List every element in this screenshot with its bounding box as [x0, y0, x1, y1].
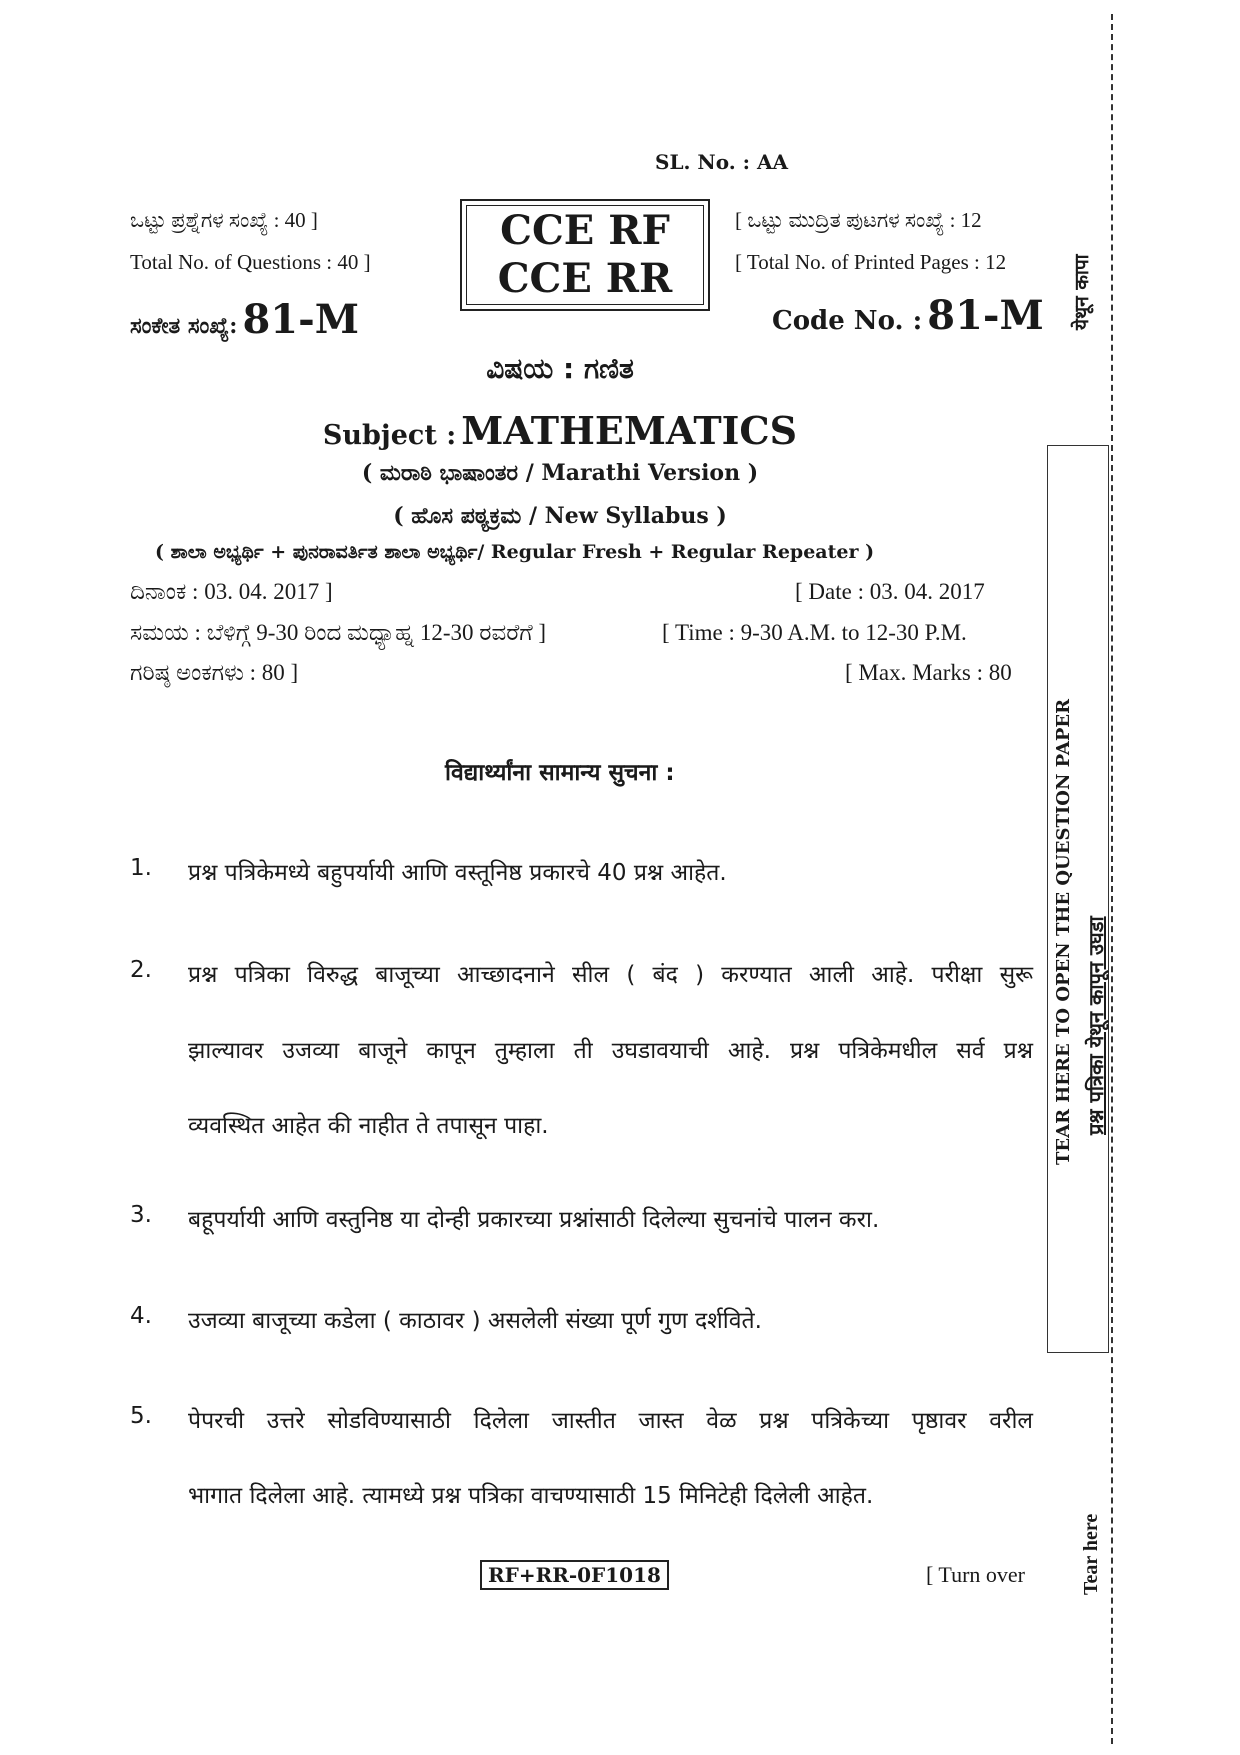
code-label-kn: ಸಂಕೇತ ಸಂಖ್ಯೆ: [130, 313, 238, 339]
date-en: [ Date : 03. 04. 2017 [795, 579, 985, 604]
instruction-text: बहूपर्यायी आणि वस्तुनिष्ठ या दोन्ही प्रकारच्या प्रश्नांसाठी दिलेल्या सुचनांचे पालन करा. [188, 1207, 880, 1233]
syllabus-line: ( ಹೊಸ ಪಠ್ಯಕ್ರಮ / New Syllabus ) [393, 503, 727, 529]
instruction-text: उजव्या बाजूच्या कडेला ( काठावर ) असलेली संख्या पूर्ण गुण दर्शविते. [188, 1308, 762, 1334]
paper-code: RF+RR-0F1018 [480, 1560, 669, 1590]
total-questions-kn: ಒಟ್ಟು ಪ್ರಶ್ನೆಗಳ ಸಂಖ್ಯೆ : 40 ] [130, 208, 318, 232]
instruction-number: 4. [130, 1303, 152, 1329]
exam-type-line-1: CCE RF [500, 207, 670, 254]
exam-type-line-2: CCE RR [497, 255, 673, 302]
tear-here-label: Tear here [1080, 1513, 1102, 1595]
code-label-en: Code No. : [772, 306, 923, 336]
time-kn: ಸಮಯ : ಬೆಳಿಗ್ಗೆ 9-30 ರಿಂದ ಮಧ್ಯಾಹ್ನ 12-30 ರವರೆಗೆ ] [130, 620, 547, 645]
instruction-text: व्यवस्थित आहेत की नाहीत ते तपासून पाहा. [188, 1113, 549, 1139]
instruction-text: प्रश्न पत्रिकेमध्ये बहुपर्यायी आणि वस्तूनिष्ठ प्रकारचे 40 प्रश्न आहेत. [188, 860, 727, 886]
total-questions-en: Total No. of Questions : 40 ] [130, 250, 371, 274]
exam-type-box [460, 199, 710, 311]
subject-kn: ವಿಷಯ : ಗಣಿತ [486, 352, 634, 385]
subject-label: Subject : [322, 420, 457, 451]
code-value-left: 81-M [242, 296, 359, 343]
tear-dashed-line [1111, 14, 1113, 1744]
total-pages-kn: [ ಒಟ್ಟು ಮುದ್ರಿತ ಪುಟಗಳ ಸಂಖ್ಯೆ : 12 [735, 208, 982, 232]
instruction-number: 5. [130, 1403, 152, 1429]
instruction-text: झाल्यावर उजव्या बाजूने कापून तुम्हाला ती उघडावयाची आहे. प्रश्न पत्रिकेमधील सर्व प्रश्न [188, 1038, 1033, 1064]
instruction-number: 2. [130, 957, 152, 983]
subject-en [120, 408, 1000, 453]
total-pages-en: [ Total No. of Printed Pages : 12 [735, 250, 1007, 274]
subject-value: MATHEMATICS [461, 408, 798, 453]
marks-en: [ Max. Marks : 80 [845, 660, 1012, 685]
code-right [772, 292, 1044, 339]
instruction-number: 3. [130, 1202, 152, 1228]
candidate-line: ( ಶಾಲಾ ಅಭ್ಯರ್ಥಿ + ಪುನರಾವರ್ತಿತ ಶಾಲಾ ಅಭ್ಯರ್ಥಿ/ Regular Fresh + Regular Repeater ) [155, 541, 875, 563]
cut-here-label: येथून कापा [1071, 254, 1093, 330]
instruction-text: प्रश्न पत्रिका विरुद्ध बाजूच्या आच्छादनाने सील ( बंद ) करण्यात आली आहे. परीक्षा सुरू [188, 962, 1033, 988]
serial-number: SL. No. : AA [655, 150, 789, 174]
date-kn: ದಿನಾಂಕ : 03. 04. 2017 ] [130, 579, 333, 604]
instruction-text: पेपरची उत्तरे सोडविण्यासाठी दिलेला जास्तीत जास्त वेळ प्रश्न पत्रिकेच्या पृष्ठावर वरील [188, 1408, 1033, 1434]
marks-kn: ಗರಿಷ್ಠ ಅಂಕಗಳು : 80 ] [130, 660, 299, 685]
tear-here-en: TEAR HERE TO OPEN THE QUESTION PAPER [1053, 698, 1074, 1165]
tear-here-mr: प्रश्न पत्रिका येथून कापून उघडा [1084, 916, 1108, 1135]
instructions-heading: विद्यार्थ्यांना सामान्य सुचना : [445, 760, 675, 786]
time-en: [ Time : 9-30 A.M. to 12-30 P.M. [662, 620, 967, 645]
version-line: ( ಮರಾಠಿ ಭಾಷಾಂತರ / Marathi Version ) [361, 460, 759, 486]
code-left [130, 296, 359, 343]
code-value-right: 81-M [927, 292, 1044, 339]
turn-over: [ Turn over [926, 1562, 1026, 1587]
instruction-number: 1. [130, 855, 152, 881]
instruction-text: भागात दिलेला आहे. त्यामध्ये प्रश्न पत्रिका वाचण्यासाठी 15 मिनिटेही दिलेली आहेत. [188, 1483, 874, 1509]
